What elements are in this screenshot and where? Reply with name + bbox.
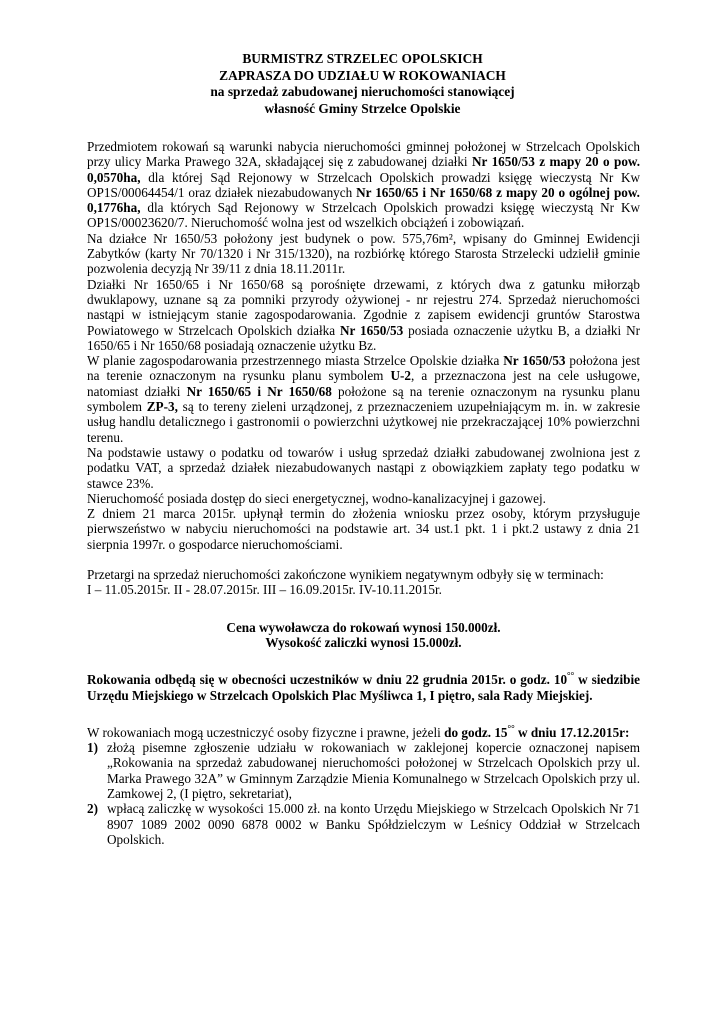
drzewa-text-2: posiada oznaczenie użytku B, a działki Nr 1650/65 i Nr 1650/68 posiadają oznaczenie użytku Bz. <box>87 322 640 353</box>
spacer <box>87 552 640 567</box>
uczestnicy-text-1: W rokowaniach mogą uczestniczyć osoby fizyczne i prawne, jeżeli <box>87 724 445 740</box>
intro-paragraph <box>87 139 640 231</box>
list-item-number: 2) <box>87 801 98 817</box>
przetargi-line-1: Przetargi na sprzedaż nieruchomości zakończone wynikiem negatywnym odbyły się w terminach: <box>87 567 604 583</box>
spacer <box>87 703 640 725</box>
plan-bold-2: U-2 <box>390 368 411 384</box>
list-item <box>87 801 640 847</box>
plan-text-1: W planie zagospodarowania przestrzennego miasta Strzelce Opolskie działka <box>87 353 504 369</box>
intro-bold-1: Nr 1650/53 z mapy 20 o pow. 0,0570ha, <box>87 154 641 185</box>
rokowania-time-superscript: °° <box>567 670 575 681</box>
drzewa-paragraph <box>87 277 640 353</box>
spacer <box>87 650 640 672</box>
plan-text-4: położone są na terenie oznaczonym na rysunku planu symbolem <box>87 383 640 415</box>
uczestnicy-time-superscript: °° <box>507 723 515 734</box>
plan-text-3: , a przeznaczona jest na cele usługowe, natomiast działki <box>87 368 640 399</box>
media-paragraph: Nieruchomość posiada dostęp do sieci energetycznej, wodno-kanalizacyjnej i gazowej. <box>87 490 546 506</box>
vat-paragraph: Na podstawie ustawy o podatku od towarów i usług sprzedaż działki zabudowanej zwolniona jest z podatku VAT, a sprzedaż działek niezabudowanych nastąpi z obowiązkiem zapłaty tego podatku w stawce 23%. <box>87 444 640 491</box>
title-line-2: ZAPRASZA DO UDZIAŁU W ROKOWANIACH <box>219 67 506 83</box>
title-line-4: własność Gminy Strzelce Opolskie <box>264 100 461 116</box>
plan-text-5: są to tereny zieleni urządzonej, z przeznaczeniem uzupełniającym m. in. w zakresie usług handlu detalicznego i gastronomii o powierzchni użytkowej nie przekraczającej 10% powierzchni terenu. <box>87 399 640 445</box>
plan-bold-4: ZP-3, <box>146 399 178 415</box>
intro-text-1: Przedmiotem rokowań są warunki nabycia nieruchomości gminnej położonej w Strzelcach Opolskich przy ulicy Marka Prawego 32A, składającej się z zabudowanej działki <box>87 139 640 170</box>
termin-paragraph: Z dniem 21 marca 2015r. upłynął termin do złożenia wniosku przez osoby, którym przysługuje pierwszeństwo w nabyciu nieruchomości na podstawie art. 34 ust.1 pkt. 1 i pkt.2 ustawy z dnia 21 sierpnia 1997r. o gospodarce nieruchomościami. <box>87 506 640 552</box>
rokowania-text-1: Rokowania odbędą się w obecności uczestników w dniu 22 grudnia 2015r. o godz. 10 <box>87 672 568 688</box>
document-title <box>120 51 605 117</box>
rokowania-paragraph <box>87 672 640 703</box>
plan-bold-3: Nr 1650/65 i Nr 1650/68 <box>186 383 332 399</box>
zabytek-paragraph: Na działce Nr 1650/53 położony jest budynek o pow. 575,76m², wpisany do Gminnej Ewidencji Zabytków (karty Nr 70/1320 i Nr 315/1320), na rozbiórkę którego Starosta Strzelecki udzielił gminie pozwolenia decyzją Nr 39/11 z dnia 18.11.2011r. <box>87 230 640 277</box>
cena-line-2: Wysokość zaliczki wynosi 15.000zł. <box>265 634 462 650</box>
plan-text-2: położona jest na terenie oznaczonym na rysunku planu symbolem <box>87 353 640 384</box>
list-item-text: wpłacą zaliczkę w wysokości 15.000 zł. na konto Urzędu Miejskiego w Strzelcach Opolskich Nr 71 8907 1089 2002 0090 6878 0002 w Banku Spółdzielczym w Leśnicy Oddział w Strzelcach Opolskich. <box>107 801 640 847</box>
przetargi-line-2: I – 11.05.2015r. II - 28.07.2015r. III – 16.09.2015r. IV-10.11.2015r. <box>87 582 442 598</box>
uczestnicy-bold-1: do godz. 15 <box>444 724 508 740</box>
spacer <box>87 598 640 620</box>
intro-text-2: dla której Sąd Rejonowy w Strzelcach Opolskich prowadzi księgę wieczystą Nr Kw OP1S/00064454/1 oraz działek niezabudowanych <box>87 169 640 200</box>
list-item-number: 1) <box>87 740 98 756</box>
list-item-text: złożą pisemne zgłoszenie udziału w rokowaniach w zaklejonej kopercie oznaczonej napisem „Rokowania na sprzedaż zabudowanej nieruchomości położonej w Strzelcach Opolskich przy ul. Marka Prawego 32A” w Gminnym Zarządzie Mienia Komunalnego w Strzelcach Opolskich przy ul. Zamkowej 2, (I piętro, sekretariat), <box>107 740 640 801</box>
cena-line-1: Cena wywoławcza do rokowań wynosi 150.000zł. <box>226 619 501 635</box>
rokowania-text-2: w siedzibie Urzędu Miejskiego w Strzelcach Opolskich Plac Myśliwca 1, I piętro, sala Rady Miejskiej. <box>87 672 640 703</box>
list-item <box>87 740 640 801</box>
drzewa-bold-1: Nr 1650/53 <box>339 322 404 338</box>
title-line-1: BURMISTRZ STRZELEC OPOLSKICH <box>242 51 483 66</box>
document-body <box>87 139 640 847</box>
plan-bold-1: Nr 1650/53 <box>503 353 566 369</box>
title-line-3: na sprzedaż zabudowanej nieruchomości stanowiącej <box>210 84 515 99</box>
intro-text-3: dla których Sąd Rejonowy w Strzelcach Opolskich prowadzi księgę wieczystą Nr Kw OP1S/00023620/7. Nieruchomość wolna jest od wszelkich obciążeń i zobowiązań. <box>87 200 640 231</box>
conditions-list <box>87 740 640 847</box>
plan-paragraph <box>87 353 640 445</box>
drzewa-text-1: Działki Nr 1650/65 i Nr 1650/68 są porośnięte drzewami, z których dwa z gatunku miłorząb dwuklapowy, uznane są za pomniki przyrody ożywionej - nr rejestru 274. Sprzedaż nieruchomości nastąpi w istniejącym stanie zagospodarowania. Zgodnie z zapisem ewidencji gruntów Starostwa Powiatowego w Strzelcach Opolskich działka <box>87 276 640 338</box>
intro-bold-2: Nr 1650/65 i Nr 1650/68 z mapy 20 o ogólnej pow. 0,1776ha, <box>87 184 640 216</box>
uczestnicy-paragraph <box>87 725 640 740</box>
uczestnicy-bold-2: w dniu 17.12.2015r: <box>514 724 630 740</box>
